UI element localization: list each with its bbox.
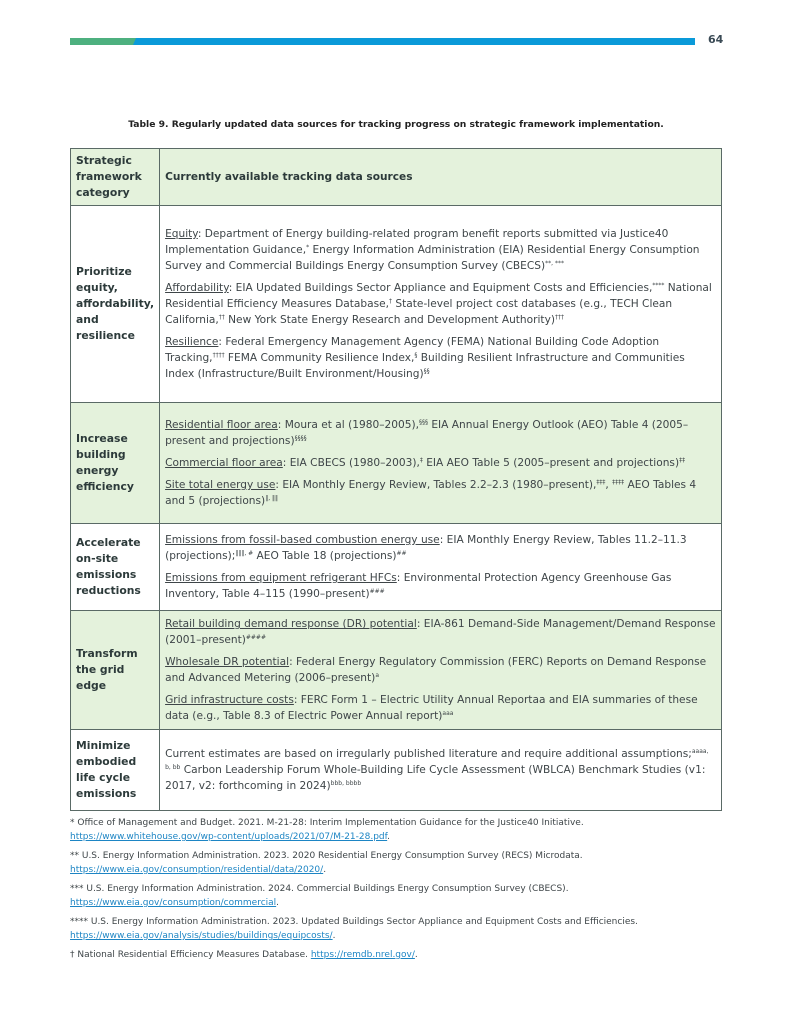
footnote <box>70 915 722 943</box>
source-label: Equity <box>165 228 198 240</box>
table-row <box>71 730 722 811</box>
source-text: State-level project cost databases (e.g., TECH Clean California, <box>165 298 673 326</box>
footnote-period: . <box>332 931 336 941</box>
footnote <box>70 849 722 877</box>
row-sources <box>160 403 722 524</box>
footnote-link[interactable]: https://www.eia.gov/analysis/studies/buildings/equipcosts/ <box>70 931 333 941</box>
source-text: National Residential Efficiency Measures Database, <box>165 282 712 310</box>
footnote-marker: ‡‡ <box>679 457 686 464</box>
source-label: Grid infrastructure costs <box>165 694 294 706</box>
source-paragraph <box>165 654 716 686</box>
footnote-marker: ‡‡‡ <box>596 479 606 486</box>
source-text: : Federal Emergency Management Agency (FEMA) National Building Code Adoption Tracking, <box>165 336 660 364</box>
page-number: 64 <box>708 33 724 46</box>
source-text: : EIA Monthly Energy Review, Tables 2.2–2.3 (1980–present), <box>275 479 597 491</box>
footnote-marker: §§ <box>423 368 430 375</box>
footnote-marker: bbb, bbbb <box>330 780 362 787</box>
header-category: Strategic framework category <box>71 149 160 206</box>
source-text: Current estimates are based on irregularly published literature and require additional assumptions; <box>165 748 692 760</box>
footnote-marker: §§§§ <box>294 435 307 442</box>
footnote-marker: †††† <box>212 352 225 359</box>
source-text: : FERC Form 1 – Electric Utility Annual Reportaa and EIA summaries of these data (e.g., Table 8.3 of Electric Power Annual report) <box>165 694 698 722</box>
footnote-marker: ‡ <box>419 457 423 464</box>
source-label: Resilience <box>165 336 219 348</box>
footnote-link[interactable]: https://remdb.nrel.gov/ <box>310 950 415 960</box>
source-text: AEO Table 18 (projections) <box>253 550 397 562</box>
footnote-period: . <box>323 865 327 875</box>
row-category: Accelerate on-site emissions reductions <box>71 524 160 611</box>
row-sources <box>160 730 722 811</box>
source-text: New York State Energy Research and Development Authority) <box>224 314 555 326</box>
table-row <box>71 206 722 403</box>
source-text: : Environmental Protection Agency Greenhouse Gas Inventory, Table 4–115 (1990–present) <box>165 572 672 600</box>
source-text: Building Resilient Infrastructure and Communities Index (Infrastructure/Built Environment/Housing) <box>165 352 685 380</box>
row-category: Increase building energy efficiency <box>71 403 160 524</box>
source-paragraph <box>165 746 716 794</box>
footnote-marker: **, *** <box>545 260 564 267</box>
header-sources: Currently available tracking data sources <box>160 149 722 206</box>
footnote <box>70 948 722 962</box>
row-sources <box>160 611 722 730</box>
footnote-marker: * <box>306 244 310 251</box>
table-row <box>71 611 722 730</box>
footnote-marker: † <box>389 298 393 305</box>
source-text: FEMA Community Resilience Index, <box>224 352 415 364</box>
source-text: : Federal Energy Regulatory Commission (FERC) Reports on Demand Response and Advanced Metering (2006–present) <box>165 656 707 684</box>
source-paragraph <box>165 477 716 509</box>
footnote-marker: §§§ <box>418 419 428 426</box>
source-text: Energy Information Administration (EIA) Residential Energy Consumption Survey and Commercial Buildings Energy Consumption Survey (CBECS) <box>165 244 700 272</box>
header-accent-green <box>70 38 136 45</box>
footnote <box>70 816 722 844</box>
footnote-link[interactable]: https://www.eia.gov/consumption/residential/data/2020/ <box>70 865 324 875</box>
source-label: Residential floor area <box>165 419 278 431</box>
footnote-marker: †† <box>218 314 225 321</box>
source-text: Carbon Leadership Forum Whole-Building Life Cycle Assessment (WBLCA) Benchmark Studies (v1: 2017, v2: forthcoming in 2024) <box>165 764 706 792</box>
source-text: : EIA Updated Buildings Sector Appliance and Equipment Costs and Efficiencies, <box>228 282 653 294</box>
footnote-marker: a <box>375 672 379 679</box>
source-text: EIA AEO Table 5 (2005–present and projections) <box>422 457 680 469</box>
source-paragraph <box>165 226 716 274</box>
source-text: : EIA CBECS (1980–2003), <box>282 457 420 469</box>
source-text: : Department of Energy building-related program benefit reports submitted via Justice40 Implementation Guidance, <box>165 228 669 256</box>
source-paragraph <box>165 570 716 602</box>
row-sources <box>160 524 722 611</box>
row-sources <box>160 206 722 403</box>
source-paragraph <box>165 616 716 648</box>
footnote-marker: ‡‡‡‡ <box>612 479 625 486</box>
footnote-period: . <box>414 950 418 960</box>
footnote-marker: aaa <box>442 710 454 717</box>
source-paragraph <box>165 692 716 724</box>
source-text: : EIA-861 Demand-Side Management/Demand Response (2001–present) <box>165 618 716 646</box>
data-sources-table <box>70 148 722 811</box>
table-header-row <box>71 149 722 206</box>
header-accent-bar <box>70 38 695 45</box>
footnote-link[interactable]: https://www.whitehouse.gov/wp-content/uploads/2021/07/M-21-28.pdf <box>70 832 388 842</box>
table-row <box>71 524 722 611</box>
source-text: EIA Annual Energy Outlook (AEO) Table 4 (2005–present and projections) <box>165 419 689 447</box>
source-text: : Moura et al (1980–2005), <box>277 419 419 431</box>
source-label: Affordability <box>165 282 229 294</box>
footnote-marker: ## <box>396 550 407 557</box>
footnote-period: . <box>276 898 280 908</box>
source-label: Emissions from fossil-based combustion energy use <box>165 534 440 546</box>
source-paragraph <box>165 532 716 564</box>
footnote-marker: § <box>414 352 418 359</box>
footnote-text: † National Residential Efficiency Measures Database. <box>70 950 311 960</box>
footnote-text: *** U.S. Energy Information Administration. 2024. Commercial Buildings Energy Consumption Survey (CBECS). <box>70 884 569 894</box>
footnote-marker: ‖‖‖, # <box>235 550 254 557</box>
source-paragraph <box>165 280 716 328</box>
footnote-text: **** U.S. Energy Information Administration. 2023. Updated Buildings Sector Appliance and Equipment Costs and Efficiencies. <box>70 917 638 927</box>
source-text: , <box>605 479 613 491</box>
footnotes <box>70 816 722 967</box>
footnote <box>70 882 722 910</box>
source-paragraph <box>165 334 716 382</box>
table-caption: Table 9. Regularly updated data sources for tracking progress on strategic framework implementation. <box>128 119 664 130</box>
source-text: : EIA Monthly Energy Review, Tables 11.2–11.3 (projections); <box>165 534 687 562</box>
source-paragraph <box>165 455 716 471</box>
footnote-marker: ### <box>369 588 385 595</box>
source-label: Emissions from equipment refrigerant HFCs <box>165 572 397 584</box>
footnote-text: ** U.S. Energy Information Administration. 2023. 2020 Residential Energy Consumption Survey (RECS) Microdata. <box>70 851 583 861</box>
table-row <box>71 403 722 524</box>
source-text: AEO Tables 4 and 5 (projections) <box>165 479 697 507</box>
row-category: Transform the grid edge <box>71 611 160 730</box>
row-category: Prioritize equity, affordability, and resilience <box>71 206 160 403</box>
footnote-marker: ††† <box>554 314 564 321</box>
footnote-marker: #### <box>245 634 266 641</box>
footnote-text: * Office of Management and Budget. 2021. M-21-28: Interim Implementation Guidance for the Justice40 Initiative. <box>70 818 584 828</box>
source-label: Wholesale DR potential <box>165 656 290 668</box>
source-label: Retail building demand response (DR) potential <box>165 618 417 630</box>
source-label: Site total energy use <box>165 479 276 491</box>
source-label: Commercial floor area <box>165 457 283 469</box>
row-category: Minimize embodied life cycle emissions <box>71 730 160 811</box>
footnote-marker: ‖, ‖‖ <box>265 495 279 502</box>
footnote-link[interactable]: https://www.eia.gov/consumption/commercial <box>70 898 277 908</box>
footnote-marker: **** <box>652 282 665 289</box>
source-paragraph <box>165 417 716 449</box>
footnote-period: . <box>387 832 391 842</box>
footnote-marker: aaaa, b, bb <box>165 748 709 771</box>
